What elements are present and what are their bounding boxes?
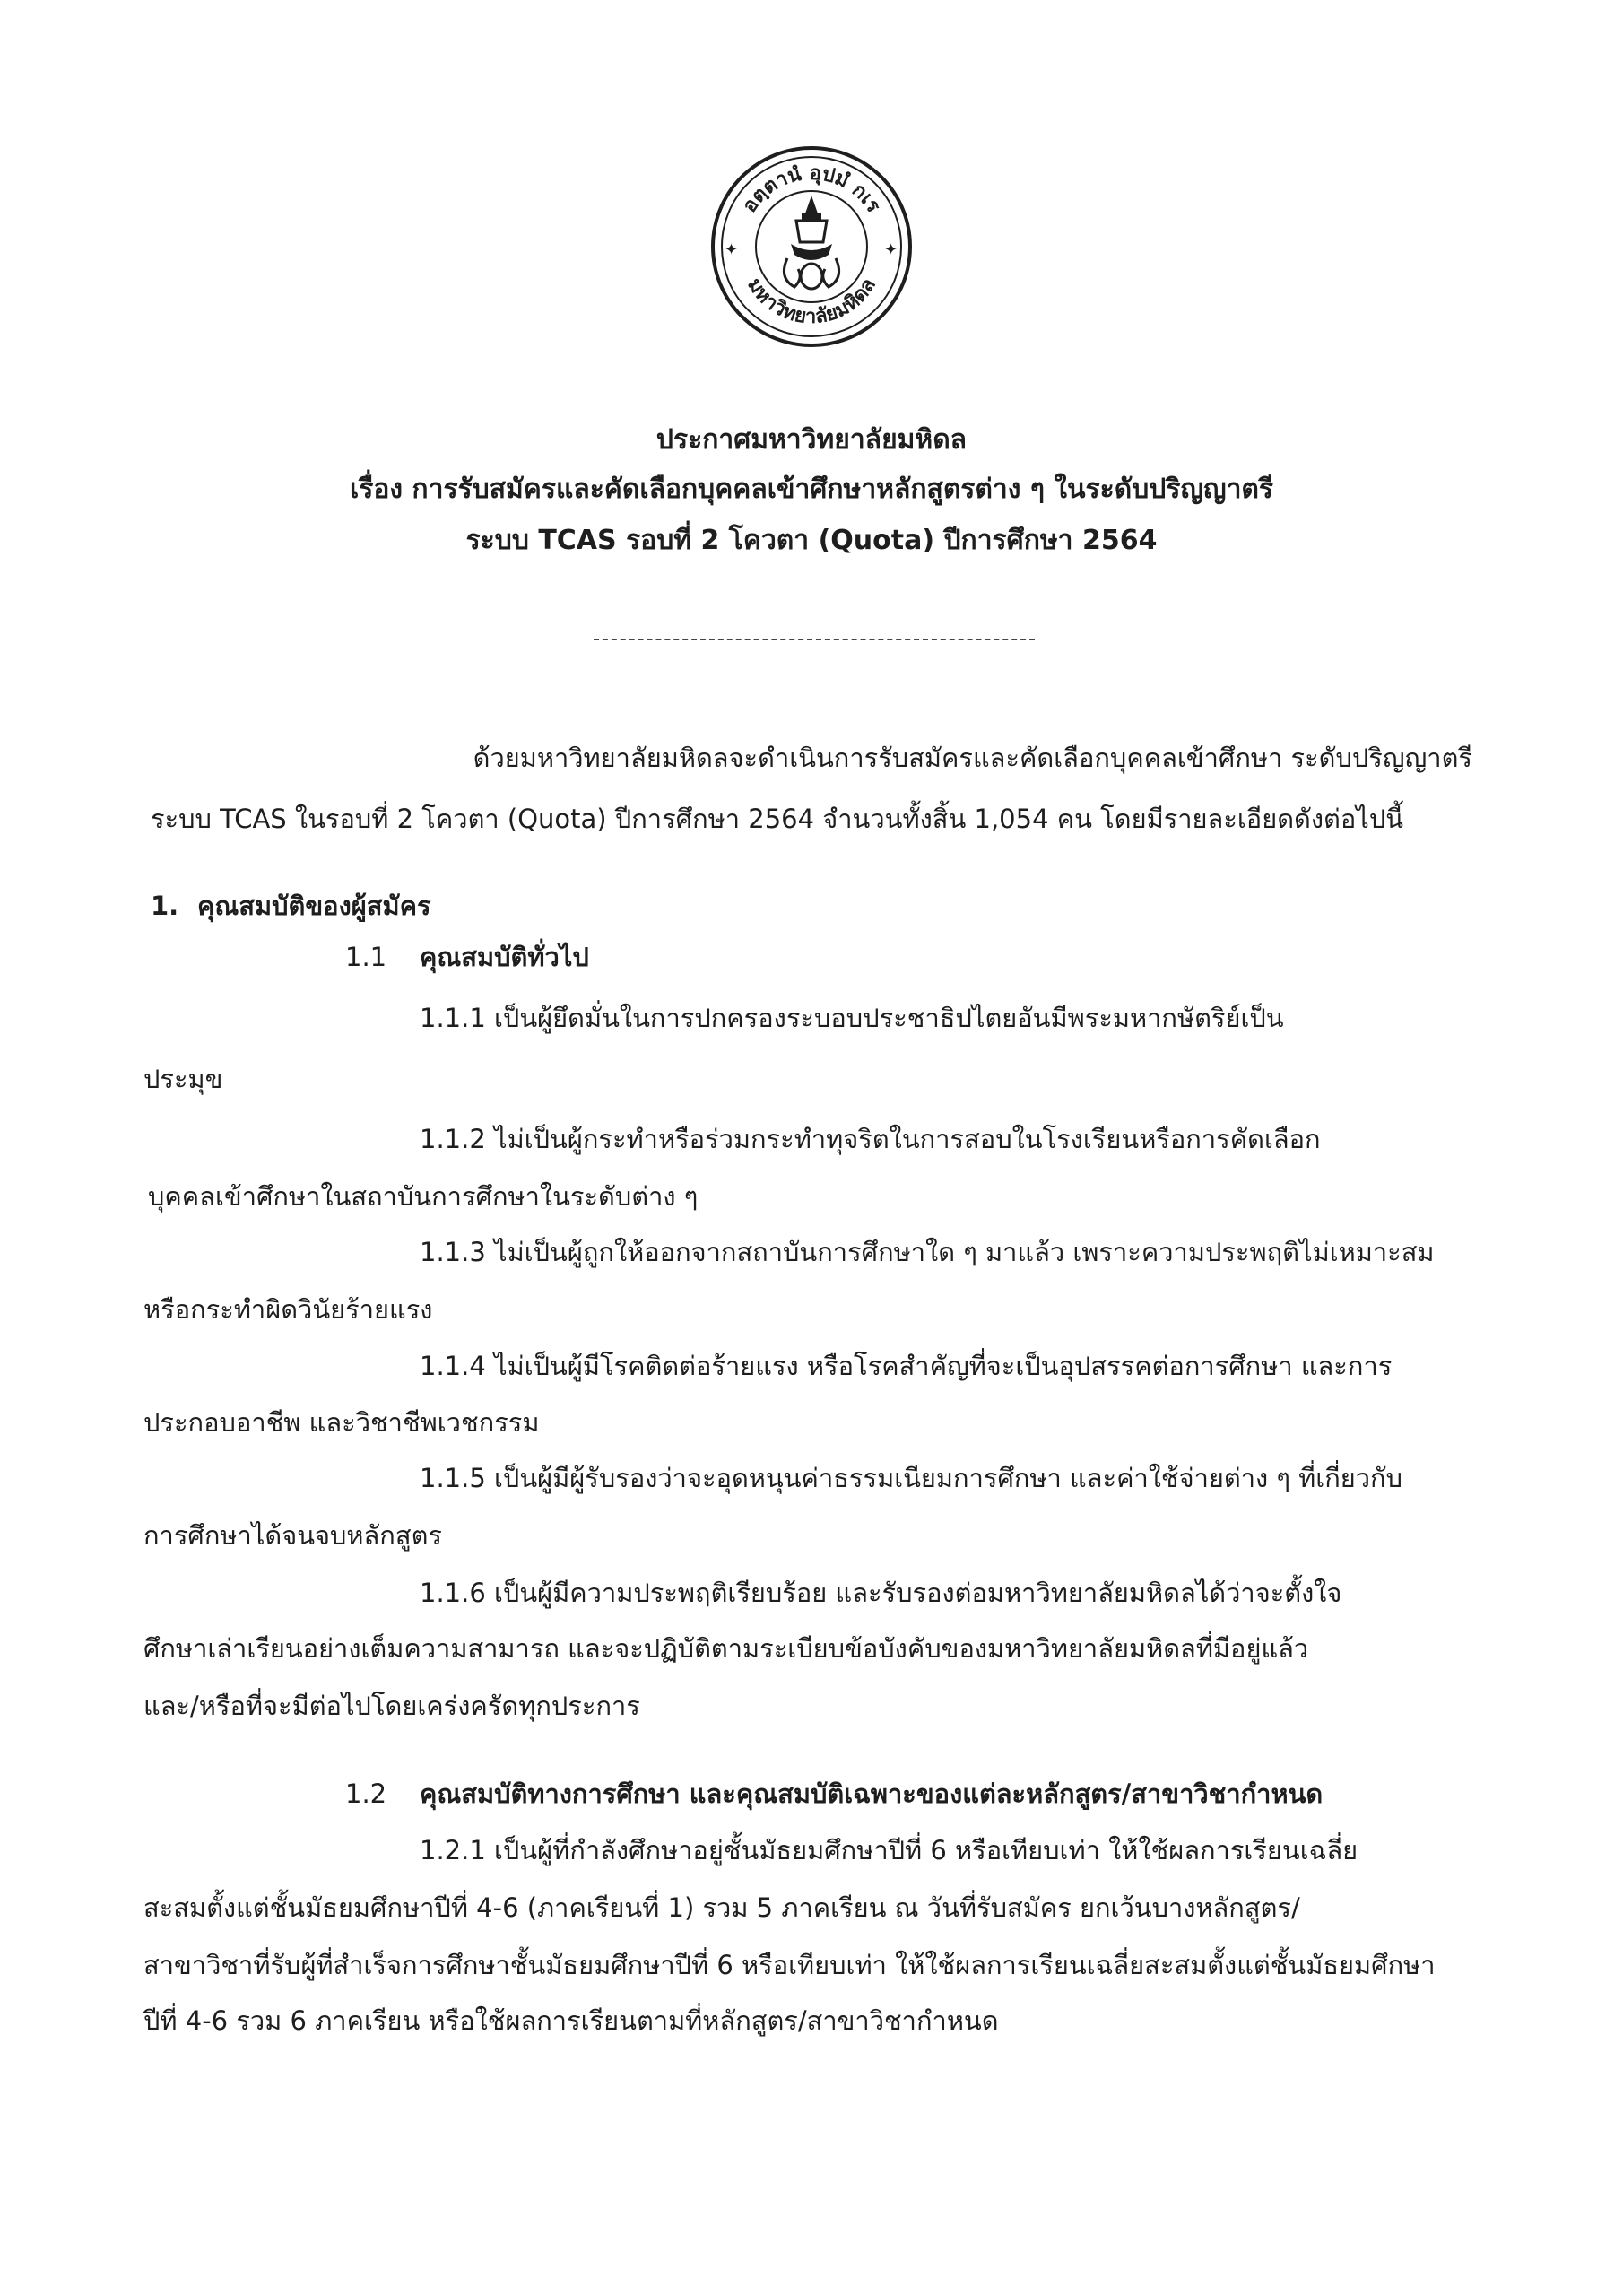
item-1-1-5-line-1: 1.1.5 เป็นผู้มีผู้รับรองว่าจะอุดหนุนค่าธรรมเนียมการศึกษา และค่าใช้จ่ายต่าง ๆ ที่เกี่ยวกับ xyxy=(420,1463,1402,1493)
mahidol-seal-logo xyxy=(708,144,915,350)
subsection-1-1-title: คุณสมบัติทั่วไป xyxy=(420,942,589,972)
item-1-1-2-line-1: 1.1.2 ไม่เป็นผู้กระทำหรือร่วมกระทำทุจริตในการสอบในโรงเรียนหรือการคัดเลือก xyxy=(420,1124,1321,1154)
item-1-1-3-line-1: 1.1.3 ไม่เป็นผู้ถูกให้ออกจากสถาบันการศึกษาใด ๆ มาแล้ว เพราะความประพฤติไม่เหมาะสม xyxy=(420,1237,1435,1267)
item-1-1-6-line-2: ศึกษาเล่าเรียนอย่างเต็มความสามารถ และจะปฏิบัติตามระเบียบข้อบังคับของมหาวิทยาลัยมหิดลที่มีอยู่แล้ว xyxy=(143,1633,1309,1664)
svg-text:✦: ✦ xyxy=(725,240,739,259)
section-1-number: 1. xyxy=(151,891,179,921)
item-1-1-6-line-1: 1.1.6 เป็นผู้มีความประพฤติเรียบร้อย และรับรองต่อมหาวิทยาลัยมหิดลได้ว่าจะตั้งใจ xyxy=(420,1578,1342,1608)
item-1-2-1-line-2: สะสมตั้งแต่ชั้นมัธยมศึกษาปีที่ 4-6 (ภาคเรียนที่ 1) รวม 5 ภาคเรียน ณ วันที่รับสมัคร ยกเว้นบางหลักสูตร/ xyxy=(143,1892,1300,1923)
announcement-round: ระบบ TCAS รอบที่ 2 โควตา (Quota) ปีการศึกษา 2564 xyxy=(465,525,1158,556)
section-1-title: คุณสมบัติของผู้สมัคร xyxy=(197,891,431,921)
intro-line-2: ระบบ TCAS ในรอบที่ 2 โควตา (Quota) ปีการศึกษา 2564 จำนวนทั้งสิ้น 1,054 คน โดยมีรายละเอียดดังต่อไปนี้ xyxy=(151,804,1404,834)
item-1-2-1-line-4: ปีที่ 4-6 รวม 6 ภาคเรียน หรือใช้ผลการเรียนตามที่หลักสูตร/สาขาวิชากำหนด xyxy=(143,2005,999,2036)
svg-text:มหาวิทยาลัยมหิดล: มหาวิทยาลัยมหิดล xyxy=(742,274,881,329)
item-1-1-1-line-1: 1.1.1 เป็นผู้ยึดมั่นในการปกครองระบอบประชาธิปไตยอันมีพระมหากษัตริย์เป็น xyxy=(420,1003,1284,1033)
intro-line-1: ด้วยมหาวิทยาลัยมหิดลจะดำเนินการรับสมัครและคัดเลือกบุคคลเข้าศึกษา ระดับปริญญาตรี xyxy=(473,743,1472,773)
item-1-2-1-line-1: 1.2.1 เป็นผู้ที่กำลังศึกษาอยู่ชั้นมัธยมศึกษาปีที่ 6 หรือเทียบเท่า ให้ใช้ผลการเรียนเฉลี่ย xyxy=(420,1835,1358,1866)
item-1-1-5-line-2: การศึกษาได้จนจบหลักสูตร xyxy=(143,1520,442,1551)
subsection-1-1-number: 1.1 xyxy=(345,942,387,972)
item-1-1-3-line-2: หรือกระทำผิดวินัยร้ายแรง xyxy=(143,1294,433,1325)
svg-text:อตฺตานํ อุปมํ กเร: อตฺตานํ อุปมํ กเร xyxy=(738,161,885,217)
item-1-2-1-line-3: สาขาวิชาที่รับผู้ที่สำเร็จการศึกษาชั้นมัธยมศึกษาปีที่ 6 หรือเทียบเท่า ให้ใช้ผลการเรียนเฉลี่ยสะสมตั้งแต่ชั้นมัธยมศึกษา xyxy=(143,1950,1436,1980)
svg-text:✦: ✦ xyxy=(884,240,898,259)
subsection-1-2-number: 1.2 xyxy=(345,1779,387,1809)
item-1-1-2-line-2: บุคคลเข้าศึกษาในสถาบันการศึกษาในระดับต่าง ๆ xyxy=(148,1181,699,1212)
item-1-1-6-line-3: และ/หรือที่จะมีต่อไปโดยเคร่งครัดทุกประการ xyxy=(143,1691,640,1721)
dashed-divider xyxy=(594,639,1035,640)
item-1-1-1-line-2: ประมุข xyxy=(143,1064,223,1094)
item-1-1-4-line-2: ประกอบอาชีพ และวิชาชีพเวชกรรม xyxy=(143,1407,540,1438)
item-1-1-4-line-1: 1.1.4 ไม่เป็นผู้มีโรคติดต่อร้ายแรง หรือโรคสำคัญที่จะเป็นอุปสรรคต่อการศึกษา และการ xyxy=(420,1351,1393,1381)
subsection-1-2-title: คุณสมบัติทางการศึกษา และคุณสมบัติเฉพาะของแต่ละหลักสูตร/สาขาวิชากำหนด xyxy=(420,1779,1324,1809)
announcement-subject: เรื่อง การรับสมัครและคัดเลือกบุคคลเข้าศึกษาหลักสูตรต่าง ๆ ในระดับปริญญาตรี xyxy=(349,474,1274,505)
announcement-title: ประกาศมหาวิทยาลัยมหิดล xyxy=(655,424,968,456)
